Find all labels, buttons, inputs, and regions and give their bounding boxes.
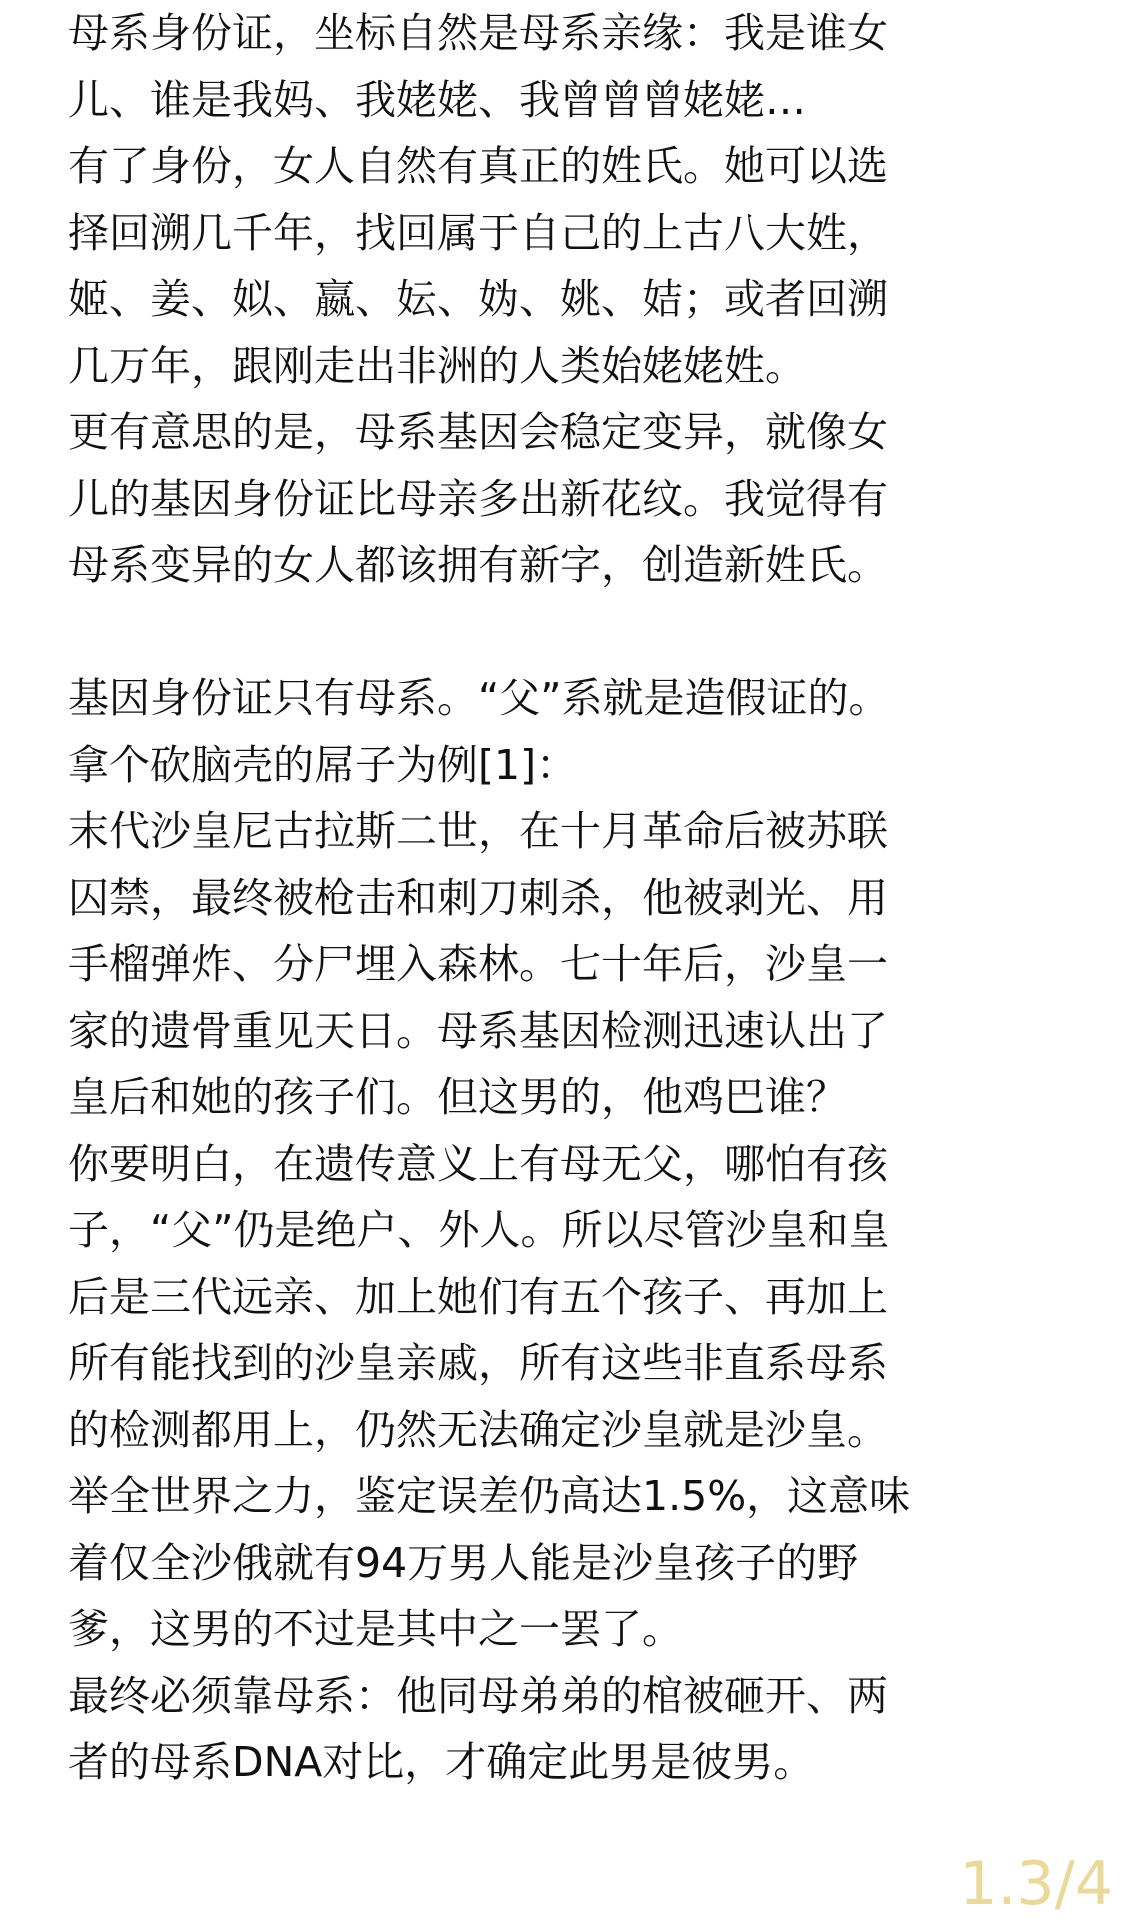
text-line: 几万年，跟刚走出非洲的人类始姥姥姓。 <box>68 341 806 390</box>
paragraph-spacer <box>68 599 1108 666</box>
text-line: 母系变异的女人都该拥有新字，创造新姓氏。 <box>68 541 888 589</box>
text-line: 基因身份证只有母系。“父”系就是造假证的。 <box>68 674 890 722</box>
text-line: 所有能找到的沙皇亲戚，所有这些非直系母系 <box>68 1339 888 1387</box>
text-line: 着仅全沙俄就有94万男人能是沙皇孩子的野 <box>68 1538 859 1587</box>
text-line: 有了身份，女人自然有真正的姓氏。她可以选 <box>68 142 888 190</box>
text-line: 末代沙皇尼古拉斯二世，在十月革命后被苏联 <box>68 807 888 855</box>
text-line: 你要明白，在遗传意义上有母无父，哪怕有孩 <box>68 1139 888 1188</box>
text-line: 母系身份证，坐标自然是母系亲缘：我是谁女 <box>68 9 888 57</box>
text-line: 手榴弹炸、分尸埋入森林。七十年后，沙皇一 <box>68 940 888 988</box>
text-line: 的检测都用上，仍然无法确定沙皇就是沙皇。 <box>68 1405 888 1454</box>
text-line: 爹，这男的不过是其中之一罢了。 <box>68 1605 683 1653</box>
text-line: 子，“父”仍是绝户、外人。所以尽管沙皇和皇 <box>68 1206 890 1254</box>
document-body <box>68 0 1108 1796</box>
text-line: 儿的基因身份证比母亲多出新花纹。我觉得有 <box>68 474 888 523</box>
text-line: 更有意思的是，母系基因会稳定变异，就像女 <box>68 408 888 456</box>
text-line: 姬、姜、姒、嬴、妘、妫、姚、姞；或者回溯 <box>68 275 888 323</box>
paragraph-2 <box>68 665 1108 1796</box>
text-line: 最终必须靠母系：他同母弟弟的棺被砸开、两 <box>68 1671 888 1720</box>
text-line: 家的遗骨重见天日。母系基因检测迅速认出了 <box>68 1006 888 1055</box>
text-line: 拿个砍脑壳的屌子为例[1]： <box>68 740 578 789</box>
paragraph-1 <box>68 0 1108 599</box>
text-line: 皇后和她的孩子们。但这男的，他鸡巴谁？ <box>68 1073 847 1121</box>
text-line: 举全世界之力，鉴定误差仍高达1.5%，这意味 <box>68 1472 911 1520</box>
text-line: 儿、谁是我妈、我姥姥、我曾曾曾姥姥… <box>68 75 806 124</box>
text-line: 者的母系DNA对比，才确定此男是彼男。 <box>68 1738 815 1786</box>
text-line: 后是三代远亲、加上她们有五个孩子、再加上 <box>68 1272 888 1321</box>
text-line: 择回溯几千年，找回属于自己的上古八大姓， <box>68 208 888 257</box>
page-indicator: 1.3/4 <box>959 1849 1113 1919</box>
text-line: 囚禁，最终被枪击和刺刀刺杀，他被剥光、用 <box>68 873 888 922</box>
